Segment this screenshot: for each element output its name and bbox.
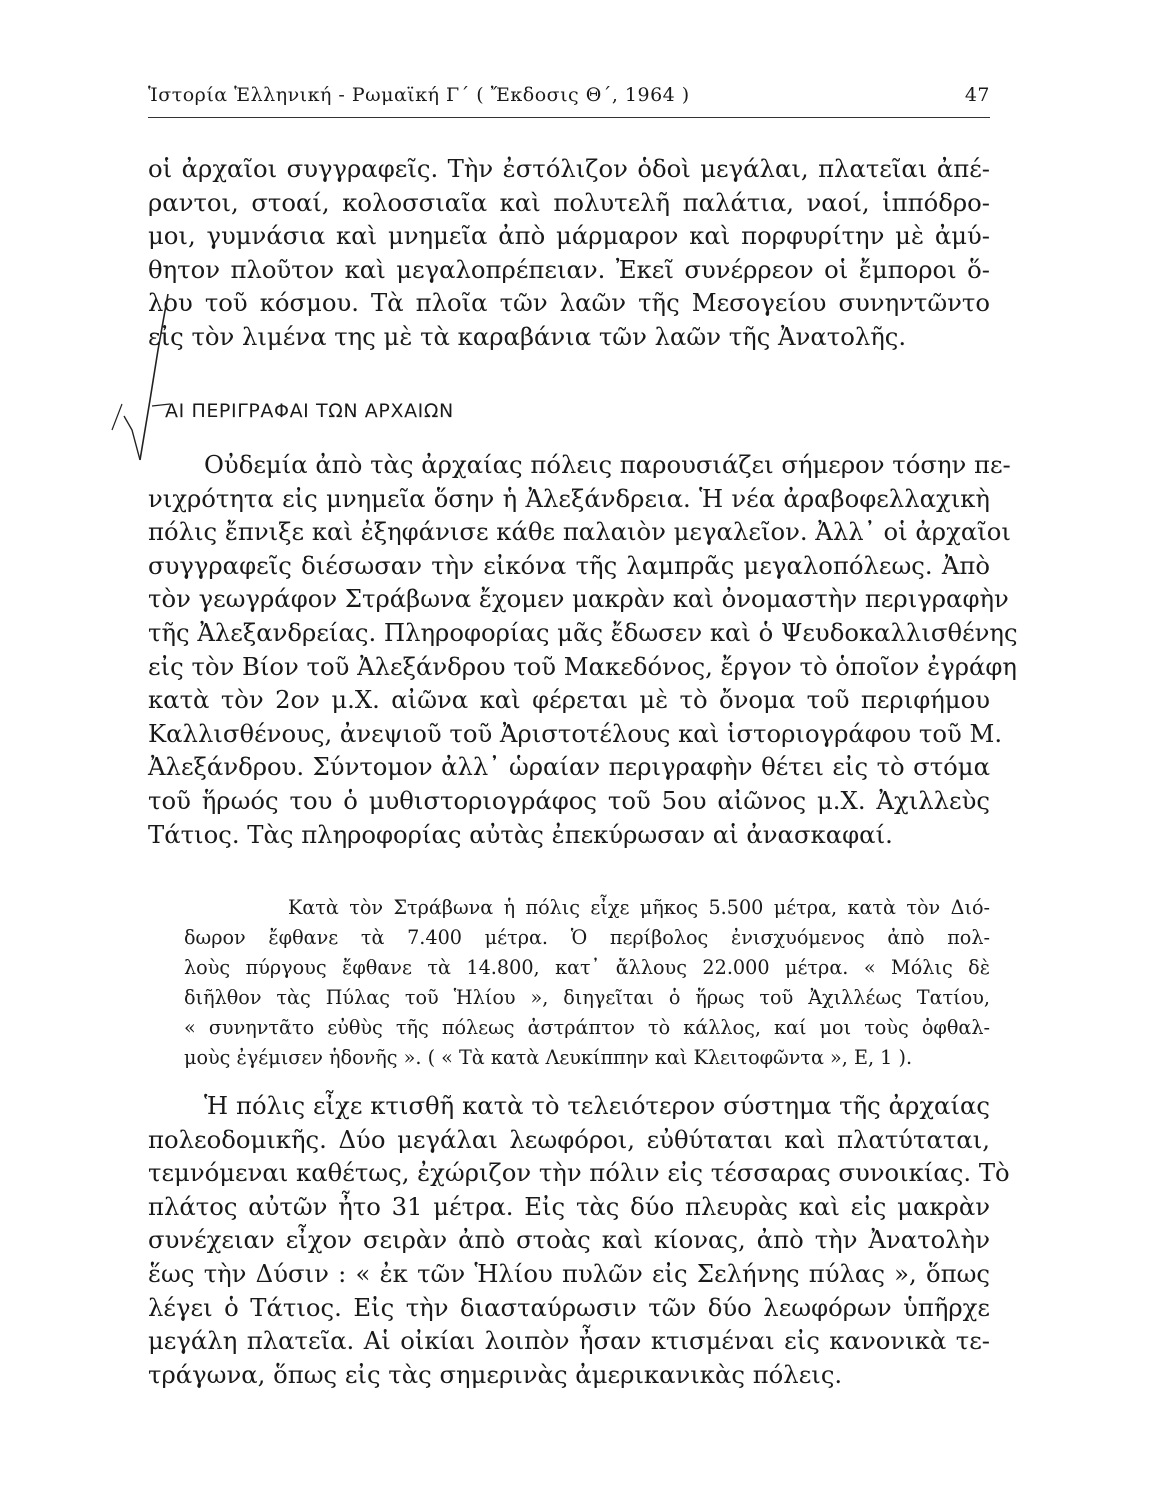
- paragraph-3: [148, 1089, 1010, 1391]
- text-line: Ἡ πόλις εἶχε κτισθῆ κατὰ τὸ τελειότερον σύστημα τῆς ἀρχαίας: [204, 1091, 990, 1120]
- text-line: Οὐδεμία ἀπὸ τὰς ἀρχαίας πόλεις παρουσιάζει σήμερον τόσην πε-: [204, 450, 1011, 479]
- text-line: μοι, γυμνάσια καὶ μνημεῖα ἀπὸ μάρμαρον καὶ πορφυρίτην μὲ ἀμύ-: [148, 221, 990, 251]
- text-line: θητον πλοῦτον καὶ μεγαλοπρέπειαν. Ἐκεῖ συνέρρεον οἱ ἔμποροι ὅ-: [148, 254, 990, 284]
- note-line: διῆλθον τὰς Πύλας τοῦ Ἡλίου », διηγεῖται ὁ ἥρως τοῦ Ἀχιλλέως Τατίου,: [184, 986, 990, 1009]
- text-line: εἰς τὸν Βίον τοῦ Ἀλεξάνδρου τοῦ Μακεδόνος, ἔργον τὸ ὁποῖον ἐγράφη: [148, 651, 1017, 681]
- paragraph-2: [148, 448, 1018, 851]
- text-line: τοῦ ἥρωός του ὁ μυθιστοριογράφος τοῦ 5ου αἰῶνος μ.Χ. Ἀχιλλεὺς: [148, 785, 990, 815]
- text-line: Ἀλεξάνδρου. Σύντομον ἀλλ᾽ ὡραίαν περιγραφὴν θέτει εἰς τὸ στόμα: [148, 752, 990, 782]
- header-rule: [148, 117, 990, 118]
- text-line: λου τοῦ κόσμου. Τὰ πλοῖα τῶν λαῶν τῆς Μεσογείου συνηντῶντο: [148, 288, 990, 318]
- text-line: πλάτος αὐτῶν ἦτο 31 μέτρα. Εἰς τὰς δύο πλευρὰς καὶ εἰς μακρὰν: [148, 1191, 990, 1221]
- text-line: εἰς τὸν λιμένα της μὲ τὰ καραβάνια τῶν λαῶν τῆς Ἀνατολῆς.: [148, 321, 907, 351]
- text-line: λέγει ὁ Τάτιος. Εἰς τὴν διασταύρωσιν τῶν δύο λεωφόρων ὑπῆρχε: [148, 1292, 990, 1322]
- text-line: Καλλισθένους, ἀνεψιοῦ τοῦ Ἀριστοτέλους καὶ ἱστοριογράφου τοῦ Μ.: [148, 718, 1003, 748]
- text-line: τεμνόμεναι καθέτως, ἐχώριζον τὴν πόλιν εἰς τέσσαρας συνοικίας. Τὸ: [148, 1158, 1010, 1188]
- text-line: οἱ ἀρχαῖοι συγγραφεῖς. Τὴν ἐστόλιζον ὁδοὶ μεγάλαι, πλατεῖαι ἀπέ-: [148, 154, 990, 183]
- page-header: [148, 84, 990, 118]
- text-line: τὸν γεωγράφον Στράβωνα ἔχομεν μακρὰν καὶ ὀνομαστὴν περιγραφὴν: [148, 584, 1009, 614]
- paragraph-1: [148, 152, 990, 354]
- running-title: Ἱστορία Ἑλληνική - Ρωμαϊκή Γ΄ ( Ἔκδοσις Θ΄, 1964 ): [148, 84, 690, 106]
- text-line: κατὰ τὸν 2ον μ.Χ. αἰῶνα καὶ φέρεται μὲ τὸ ὄνομα τοῦ περιφήμου: [148, 685, 990, 715]
- text-line: πόλις ἔπνιξε καὶ ἐξηφάνισε κάθε παλαιὸν μεγαλεῖον. Ἀλλ᾽ οἱ ἀρχαῖοι: [148, 517, 1011, 547]
- text-line: τῆς Ἀλεξανδρείας. Πληροφορίας μᾶς ἔδωσεν καὶ ὁ Ψευδοκαλλισθένης: [148, 617, 1018, 647]
- note-line: Κατὰ τὸν Στράβωνα ἡ πόλις εἶχε μῆκος 5.500 μέτρα, κατὰ τὸν Διό-: [288, 896, 990, 919]
- text-line: ἕως τὴν Δύσιν : « ἐκ τῶν Ἡλίου πυλῶν εἰς Σελήνης πύλας », ὅπως: [148, 1258, 990, 1288]
- text-line: συγγραφεῖς διέσωσαν τὴν εἰκόνα τῆς λαμπρᾶς μεγαλοπόλεως. Ἀπὸ: [148, 550, 990, 580]
- text-line: συνέχειαν εἶχον σειρὰν ἀπὸ στοὰς καὶ κίονας, ἀπὸ τὴν Ἀνατολὴν: [148, 1225, 990, 1255]
- note-line: μοὺς ἐγέμισεν ἡδονῆς ». ( « Τὰ κατὰ Λευκίππην καὶ Κλειτοφῶντα », Ε, 1 ).: [184, 1046, 913, 1069]
- footnote-block: [184, 893, 990, 1073]
- note-line: « συνηντᾶτο εὐθὺς τῆς πόλεως ἀστράπτον τὸ κάλλος, καί μοι τοὺς ὀφθαλ-: [184, 1016, 990, 1039]
- note-line: δωρον ἔφθανε τὰ 7.400 μέτρα. Ὁ περίβολος ἐνισχυόμενος ἀπὸ πολ-: [184, 926, 990, 949]
- text-line: Τάτιος. Τὰς πληροφορίας αὐτὰς ἐπεκύρωσαν αἱ ἀνασκαφαί.: [148, 819, 893, 849]
- section-heading: ΑΙ ΠΕΡΙΓΡΑΦΑΙ ΤΩΝ ΑΡΧΑΙΩΝ: [165, 400, 454, 422]
- text-line: τράγωνα, ὅπως εἰς τὰς σημερινὰς ἀμερικανικὰς πόλεις.: [148, 1359, 843, 1389]
- text-line: πολεοδομικῆς. Δύο μεγάλαι λεωφόροι, εὐθύταται καὶ πλατύταται,: [148, 1124, 990, 1154]
- text-line: ραντοι, στοαί, κολοσσιαῖα καὶ πολυτελῆ παλάτια, ναοί, ἱππόδρο-: [148, 187, 990, 217]
- page-number: 47: [964, 84, 990, 106]
- text-line: μεγάλη πλατεῖα. Αἱ οἰκίαι λοιπὸν ἦσαν κτισμέναι εἰς κανονικὰ τε-: [148, 1326, 990, 1356]
- note-line: λοὺς πύργους ἔφθανε τὰ 14.800, κατ᾽ ἄλλους 22.000 μέτρα. « Μόλις δὲ: [184, 956, 990, 979]
- text-line: νιχρότητα εἰς μνημεῖα ὅσην ἡ Ἀλεξάνδρεια. Ἡ νέα ἀραβοφελλαχικὴ: [148, 483, 990, 513]
